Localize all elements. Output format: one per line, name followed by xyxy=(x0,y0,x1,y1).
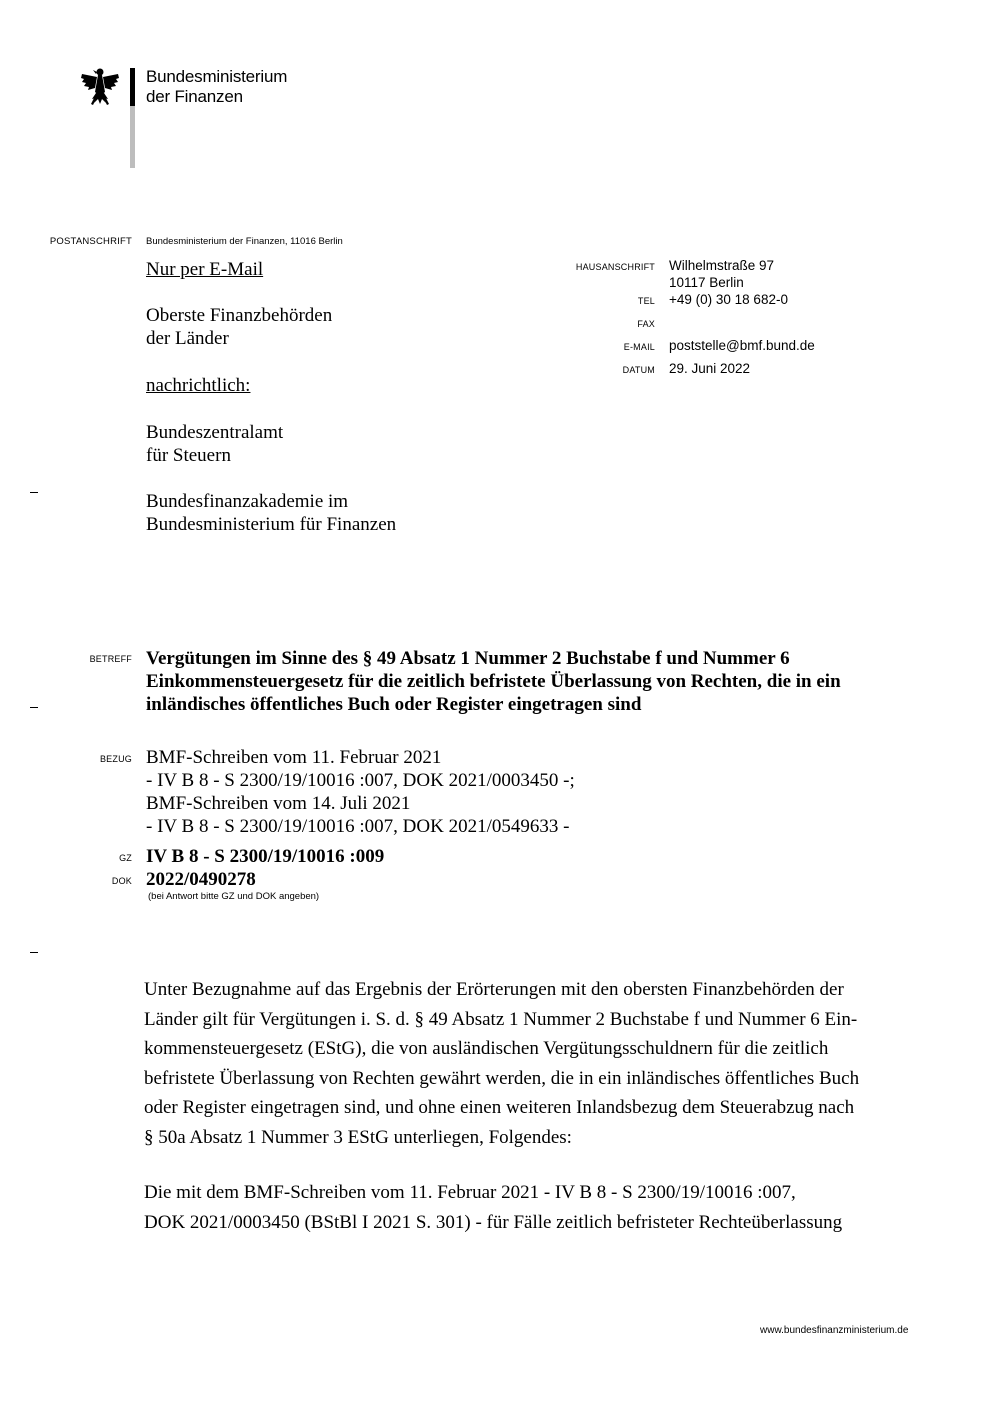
cc2-line-2: Bundesministerium für Finanzen xyxy=(146,514,397,535)
body-paragraph-1 xyxy=(144,975,914,1152)
postanschrift-label: POSTANSCHRIFT xyxy=(49,236,132,247)
fold-mark-1 xyxy=(30,492,38,493)
body-p2-line: DOK 2021/0003450 (BStBl I 2021 S. 301) - für Fälle zeitlich befristeter Rechteüberlassung xyxy=(144,1211,843,1233)
body-p1-line: befristete Überlassung von Rechten gewährt werden, die in ein inländisches öffentliches Buch xyxy=(144,1067,860,1089)
postanschrift-value: Bundesministerium der Finanzen, 11016 Berlin xyxy=(146,236,343,247)
delivery-note: Nur per E-Mail xyxy=(146,259,264,280)
cc1-line-2: für Steuern xyxy=(146,445,231,466)
fax-label: FAX xyxy=(637,319,655,329)
body-paragraph-2 xyxy=(144,1178,914,1237)
logo-bar-black xyxy=(130,68,135,106)
logo-line-1: Bundesministerium xyxy=(146,67,288,86)
tel-label: TEL xyxy=(637,296,655,306)
body-p1-line: § 50a Absatz 1 Nummer 3 EStG unterliegen, Folgendes: xyxy=(144,1126,572,1148)
hausanschrift-line-1: Wilhelmstraße 97 xyxy=(669,258,775,273)
footer-website: www.bundesfinanzministerium.de xyxy=(760,1325,909,1336)
datum-label: DATUM xyxy=(622,365,655,375)
ministry-logo-text xyxy=(146,67,287,107)
dok-label: DOK xyxy=(111,876,132,886)
subject-text xyxy=(146,647,906,716)
fold-mark-3 xyxy=(30,952,38,953)
reference-line-1: BMF-Schreiben vom 11. Februar 2021 xyxy=(146,747,442,768)
reference-text xyxy=(146,746,575,838)
dok-value: 2022/0490278 xyxy=(146,869,256,890)
hausanschrift-label: HAUSANSCHRIFT xyxy=(575,262,655,272)
subject-line-2: Einkommensteuergesetz für die zeitlich befristete Überlassung von Rechten, die in ein xyxy=(146,671,841,692)
fold-mark-2 xyxy=(30,707,38,708)
tel-value: +49 (0) 30 18 682-0 xyxy=(669,292,788,307)
body-p1-line: Länder gilt für Vergütungen i. S. d. § 49 Absatz 1 Nummer 2 Buchstabe f und Nummer 6 Ein- xyxy=(144,1008,858,1030)
cc-label: nachrichtlich: xyxy=(146,375,251,396)
cc2-line-1: Bundesfinanzakademie im xyxy=(146,491,349,512)
reference-line-2: - IV B 8 - S 2300/19/10016 :007, DOK 2021/0003450 -; xyxy=(146,770,575,791)
betreff-label: BETREFF xyxy=(89,654,132,664)
subject-line-3: inländisches öffentliches Buch oder Register eingetragen sind xyxy=(146,694,642,715)
answer-hint: (bei Antwort bitte GZ und DOK angeben) xyxy=(148,891,320,902)
email-value: poststelle@bmf.bund.de xyxy=(669,338,815,353)
reference-line-3: BMF-Schreiben vom 14. Juli 2021 xyxy=(146,793,411,814)
federal-eagle-icon xyxy=(80,66,120,108)
body-p1-line: kommensteuergesetz (EStG), die von ausländischen Vergütungsschuldnern für die zeitlich xyxy=(144,1038,829,1059)
bezug-label: BEZUG xyxy=(99,754,132,764)
hausanschrift-line-2: 10117 Berlin xyxy=(669,275,744,290)
datum-value: 29. Juni 2022 xyxy=(669,361,751,376)
body-p2-line: Die mit dem BMF-Schreiben vom 11. Februar 2021 - IV B 8 - S 2300/19/10016 :007, xyxy=(144,1182,796,1203)
email-label: E-MAIL xyxy=(623,342,655,352)
recipient-main-line-2: der Länder xyxy=(146,328,229,349)
recipient-main-line-1: Oberste Finanzbehörden xyxy=(146,305,333,326)
gz-label: GZ xyxy=(119,853,132,863)
gz-value: IV B 8 - S 2300/19/10016 :009 xyxy=(146,846,385,867)
logo-bar-grey xyxy=(130,106,135,168)
reference-line-4: - IV B 8 - S 2300/19/10016 :007, DOK 2021/0549633 - xyxy=(146,816,570,837)
body-p1-line: oder Register eingetragen sind, und ohne einen weiteren Inlandsbezug dem Steuerabzug nach xyxy=(144,1097,855,1118)
logo-line-2: der Finanzen xyxy=(146,87,243,106)
subject-line-1: Vergütungen im Sinne des § 49 Absatz 1 Nummer 2 Buchstabe f und Nummer 6 xyxy=(146,648,790,669)
body-p1-line: Unter Bezugnahme auf das Ergebnis der Erörterungen mit den obersten Finanzbehörden der xyxy=(144,979,844,1000)
cc1-line-1: Bundeszentralamt xyxy=(146,422,284,443)
